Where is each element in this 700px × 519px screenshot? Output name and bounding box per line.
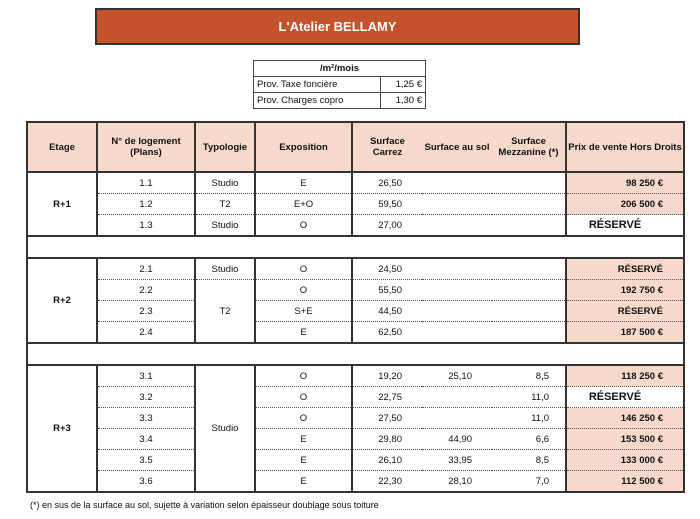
carrez-cell: 44,50: [352, 301, 422, 322]
sol-cell: [422, 301, 492, 322]
provisions-value: 1,25 €: [380, 77, 425, 93]
etage-cell: R+1: [27, 172, 97, 236]
prix-cell: 206 500 €: [566, 194, 684, 215]
mezzanine-cell: 11,0: [492, 408, 566, 429]
etage-cell: R+3: [27, 365, 97, 492]
provisions-table: [253, 60, 426, 109]
col-header-etage: Etage: [27, 122, 97, 172]
exposition-cell: E: [255, 322, 352, 344]
typologie-cell: T2: [195, 280, 255, 344]
mezzanine-cell: 7,0: [492, 471, 566, 493]
prix-cell: 112 500 €: [566, 471, 684, 493]
col-header-logement: N° de logement (Plans): [97, 122, 195, 172]
exposition-cell: E: [255, 172, 352, 194]
mezzanine-cell: 8,5: [492, 365, 566, 387]
logement-cell: 2.2: [97, 280, 195, 301]
table-row: [27, 215, 684, 237]
col-header-sol: Surface au sol: [422, 122, 492, 172]
exposition-cell: E: [255, 450, 352, 471]
table-row: [27, 258, 684, 280]
logement-cell: 3.2: [97, 387, 195, 408]
sol-cell: [422, 408, 492, 429]
sol-cell: [422, 194, 492, 215]
prix-cell: RÉSERVÉ: [566, 258, 684, 280]
carrez-cell: 59,50: [352, 194, 422, 215]
mezzanine-cell: [492, 322, 566, 344]
table-row: [27, 194, 684, 215]
logement-cell: 1.3: [97, 215, 195, 237]
mezzanine-cell: 6,6: [492, 429, 566, 450]
prix-cell: RÉSERVÉ: [566, 301, 684, 322]
lots-table: [26, 121, 685, 493]
table-row: [27, 322, 684, 344]
sol-cell: [422, 172, 492, 194]
prix-cell: 146 250 €: [566, 408, 684, 429]
carrez-cell: 62,50: [352, 322, 422, 344]
footnote: (*) en sus de la surface au sol, sujette à variation selon épaisseur doublage sous toiture: [30, 500, 379, 510]
provisions-label: Prov. Taxe foncière: [254, 77, 381, 93]
spacer-row: [27, 236, 684, 258]
col-header-carrez: Surface Carrez: [352, 122, 422, 172]
sol-cell: [422, 280, 492, 301]
spacer-row: [27, 343, 684, 365]
logement-cell: 2.4: [97, 322, 195, 344]
carrez-cell: 22,30: [352, 471, 422, 493]
spacer-cell: [27, 236, 684, 258]
logement-cell: 3.5: [97, 450, 195, 471]
typologie-cell: Studio: [195, 215, 255, 237]
spacer-cell: [27, 343, 684, 365]
col-header-mezzanine: Surface Mezzanine (*): [492, 122, 566, 172]
table-row: [27, 280, 684, 301]
carrez-cell: 26,50: [352, 172, 422, 194]
exposition-cell: O: [255, 215, 352, 237]
exposition-cell: E: [255, 471, 352, 493]
table-row: [27, 429, 684, 450]
carrez-cell: 19,20: [352, 365, 422, 387]
typologie-cell: T2: [195, 194, 255, 215]
logement-cell: 3.3: [97, 408, 195, 429]
table-row: [27, 471, 684, 493]
sol-cell: [422, 387, 492, 408]
mezzanine-cell: 8,5: [492, 450, 566, 471]
logement-cell: 2.3: [97, 301, 195, 322]
sol-cell: 25,10: [422, 365, 492, 387]
prix-cell: 187 500 €: [566, 322, 684, 344]
prix-cell: 98 250 €: [566, 172, 684, 194]
mezzanine-cell: [492, 280, 566, 301]
exposition-cell: O: [255, 280, 352, 301]
provisions-value: 1,30 €: [380, 93, 425, 109]
exposition-cell: E+O: [255, 194, 352, 215]
typologie-cell: Studio: [195, 365, 255, 492]
etage-cell: R+2: [27, 258, 97, 343]
table-row: [27, 387, 684, 408]
table-row: [27, 450, 684, 471]
carrez-cell: 24,50: [352, 258, 422, 280]
table-row: [27, 301, 684, 322]
table-row: [27, 365, 684, 387]
sol-cell: 44,90: [422, 429, 492, 450]
prix-cell: RÉSERVÉ: [566, 387, 684, 408]
mezzanine-cell: [492, 194, 566, 215]
typologie-cell: Studio: [195, 258, 255, 280]
exposition-cell: O: [255, 365, 352, 387]
carrez-cell: 27,00: [352, 215, 422, 237]
mezzanine-cell: [492, 301, 566, 322]
provisions-header: /m²/mois: [254, 61, 426, 77]
prix-cell: 192 750 €: [566, 280, 684, 301]
prix-cell: RÉSERVÉ: [566, 215, 684, 237]
exposition-cell: S+E: [255, 301, 352, 322]
exposition-cell: O: [255, 258, 352, 280]
provisions-label: Prov. Charges copro: [254, 93, 381, 109]
page-title: L'Atelier BELLAMY: [95, 8, 580, 45]
logement-cell: 1.2: [97, 194, 195, 215]
sol-cell: [422, 322, 492, 344]
prix-cell: 118 250 €: [566, 365, 684, 387]
sol-cell: 33,95: [422, 450, 492, 471]
carrez-cell: 55,50: [352, 280, 422, 301]
typologie-cell: Studio: [195, 172, 255, 194]
carrez-cell: 27,50: [352, 408, 422, 429]
logement-cell: 3.1: [97, 365, 195, 387]
carrez-cell: 29,80: [352, 429, 422, 450]
carrez-cell: 22,75: [352, 387, 422, 408]
col-header-prix: Prix de vente Hors Droits: [566, 122, 684, 172]
table-row: [27, 172, 684, 194]
logement-cell: 1.1: [97, 172, 195, 194]
carrez-cell: 26,10: [352, 450, 422, 471]
prix-cell: 153 500 €: [566, 429, 684, 450]
sol-cell: 28,10: [422, 471, 492, 493]
mezzanine-cell: [492, 258, 566, 280]
mezzanine-cell: 11,0: [492, 387, 566, 408]
mezzanine-cell: [492, 215, 566, 237]
sol-cell: [422, 258, 492, 280]
table-row: [27, 408, 684, 429]
col-header-typologie: Typologie: [195, 122, 255, 172]
prix-cell: 133 000 €: [566, 450, 684, 471]
exposition-cell: E: [255, 429, 352, 450]
exposition-cell: O: [255, 387, 352, 408]
logement-cell: 3.6: [97, 471, 195, 493]
col-header-exposition: Exposition: [255, 122, 352, 172]
logement-cell: 3.4: [97, 429, 195, 450]
sol-cell: [422, 215, 492, 237]
mezzanine-cell: [492, 172, 566, 194]
logement-cell: 2.1: [97, 258, 195, 280]
exposition-cell: O: [255, 408, 352, 429]
